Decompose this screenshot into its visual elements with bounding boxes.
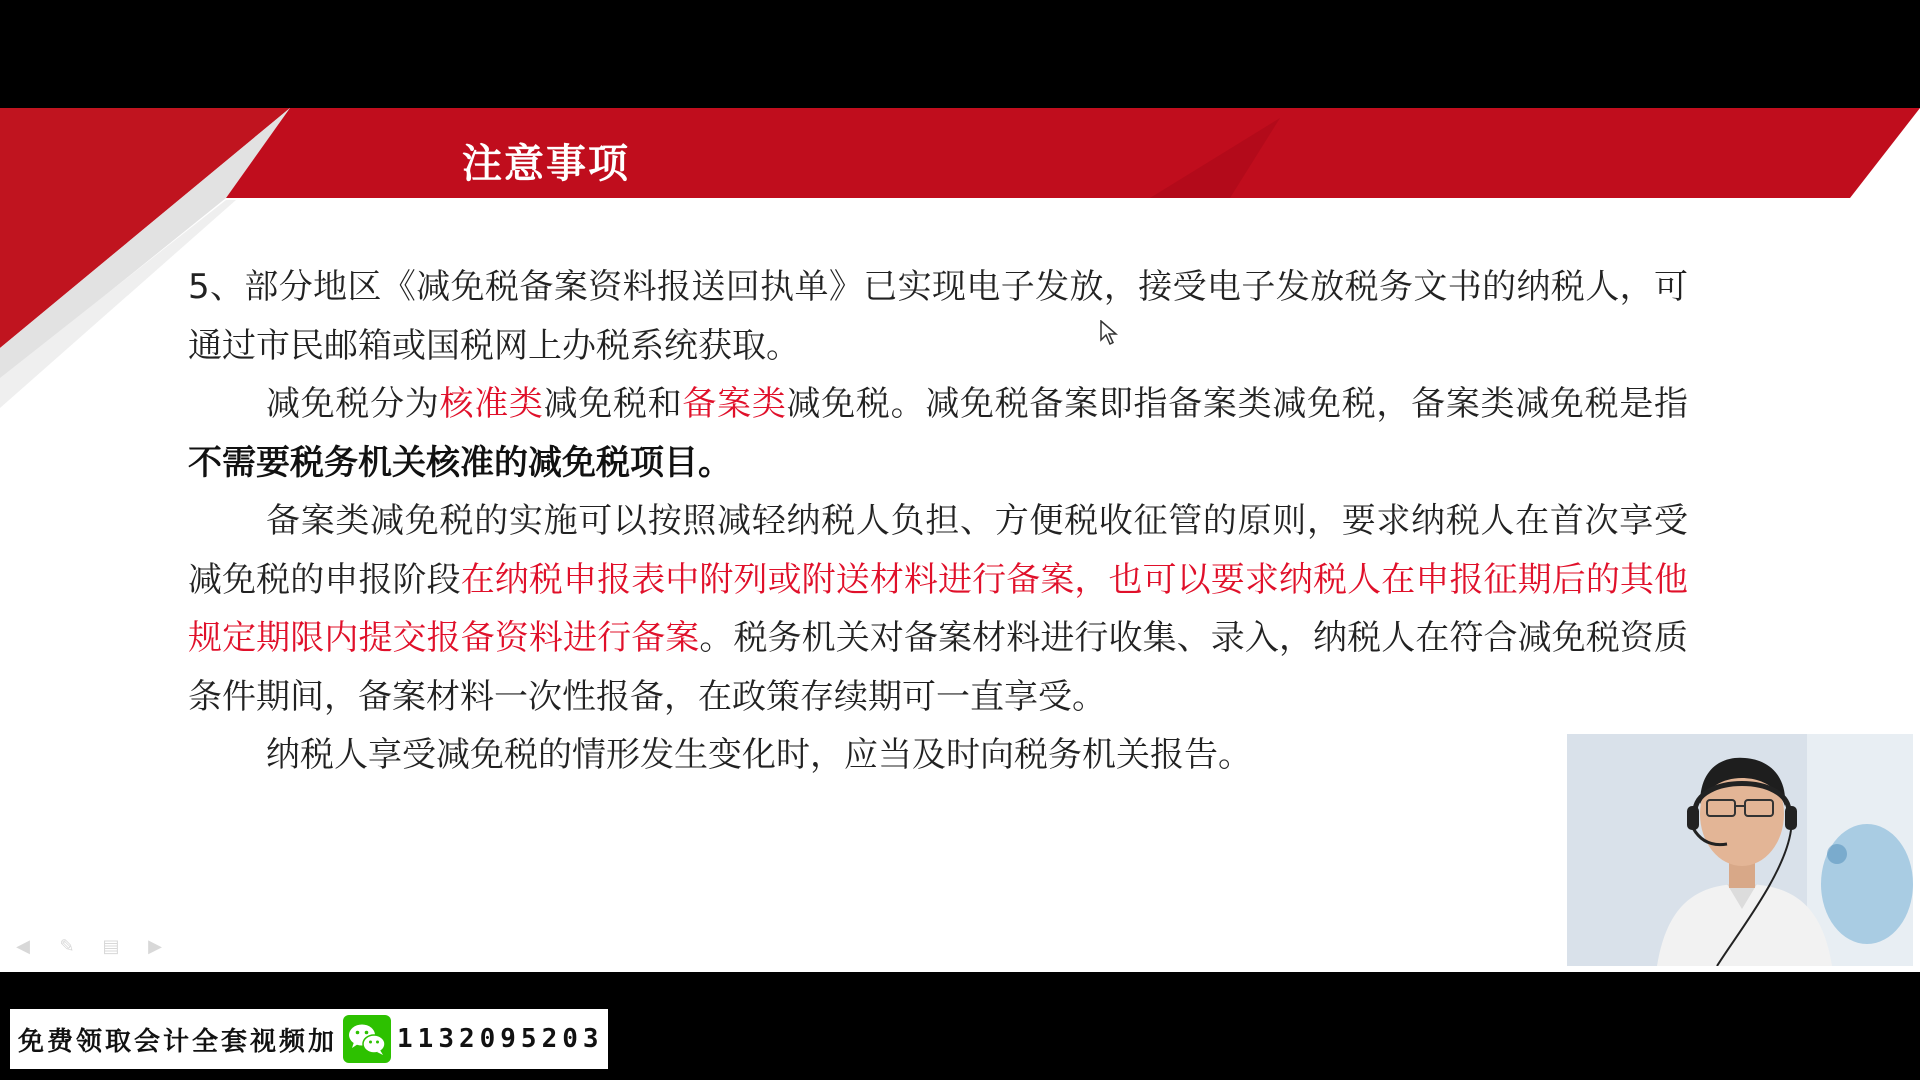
bold-text: 不需要税务机关核准的减免税项目。 <box>188 442 732 483</box>
mouse-cursor-icon <box>1100 320 1120 346</box>
paragraph-text: 减免税和 <box>543 384 683 424</box>
highlighted-text: 备案类 <box>682 384 787 424</box>
presenter-webcam-illustration <box>1567 734 1913 966</box>
slide <box>0 108 1920 972</box>
paragraph-text: 备案类减免税的实施可以按照减轻纳税人负担、方便税收征管的原则，要求纳税人在首次享受减免税的申报阶段 <box>188 501 1688 600</box>
paragraph-text: 减免税。减免税备案即指备案类减免税，备案类减免税是指 <box>786 384 1689 424</box>
slideshow-controls <box>10 938 168 956</box>
wechat-icon <box>343 1015 391 1063</box>
slide-paragraph <box>188 492 1688 726</box>
promo-phone-number: 1132095203 <box>397 1024 604 1054</box>
presenter-webcam <box>1567 734 1913 966</box>
highlighted-text: 在纳税申报表中附列或附送材料进行备案，也可以要求纳税人在申报征期后的其他规定期限内提交报备资料进行备案 <box>188 559 1689 658</box>
promo-text: 免费领取会计全套视频加 <box>18 1026 338 1057</box>
slide-paragraph <box>188 375 1688 492</box>
pen-tool-icon[interactable]: ✎ <box>59 936 75 957</box>
slide-menu-icon[interactable]: ▤ <box>102 936 120 957</box>
paragraph-text: 。税务机关对备案材料进行收集、录入，纳税人在符合减免税资质条件期间，备案材料一次性报备，在政策存续期可一直享受。 <box>188 618 1689 717</box>
promo-banner <box>10 1009 608 1069</box>
slide-paragraph <box>188 726 1688 785</box>
paragraph-text: 减免税分为 <box>266 384 440 424</box>
paragraph-text: 纳税人享受减免税的情形发生变化时，应当及时向税务机关报告。 <box>266 735 1252 775</box>
previous-slide-icon[interactable]: ◀ <box>16 936 30 957</box>
paragraph-text: 5、部分地区《减免税备案资料报送回执单》已实现电子发放，接受电子发放税务文书的纳税人，可通过市民邮箱或国税网上办税系统获取。 <box>188 267 1688 366</box>
slide-title: 注意事项 <box>462 141 630 187</box>
highlighted-text: 核准类 <box>439 384 544 424</box>
slide-content <box>188 258 1688 785</box>
next-slide-icon[interactable]: ▶ <box>148 936 162 957</box>
slide-paragraph <box>188 258 1688 375</box>
